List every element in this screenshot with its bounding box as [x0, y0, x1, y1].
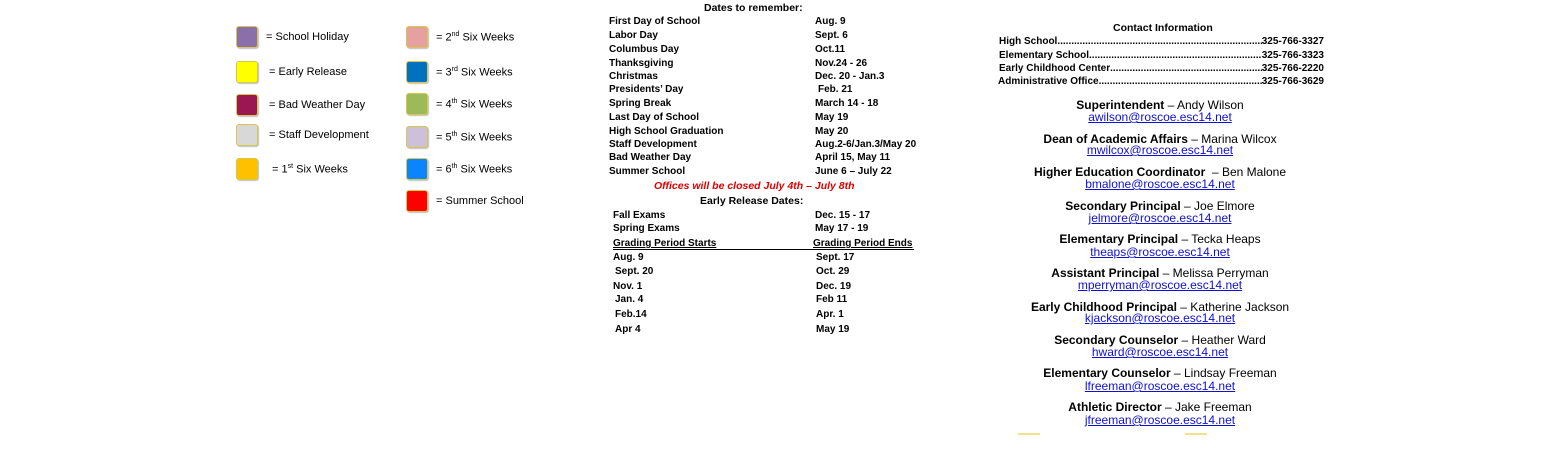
legend-label: = School Holiday [266, 31, 349, 43]
legend-item-first-six-weeks [236, 158, 348, 180]
date-value: May 20 [815, 126, 849, 137]
office-row [999, 63, 1324, 74]
grading-start: Jan. 4 [615, 294, 644, 305]
grading-end: Sept. 17 [816, 252, 855, 263]
second-six-weeks-swatch [406, 26, 428, 48]
email-link[interactable]: hward@roscoe.esc14.net [1091, 345, 1229, 359]
grading-end: Oct. 29 [816, 266, 850, 277]
early-release-date: Dec. 15 - 17 [815, 210, 871, 221]
grading-start: Sept. 20 [615, 266, 654, 277]
email-link[interactable]: mperryman@roscoe.esc14.net [1077, 278, 1243, 292]
email-link[interactable]: jfreeman@roscoe.esc14.net [1084, 413, 1236, 427]
contact-title: Contact Information [1113, 22, 1213, 34]
date-value: June 6 – July 22 [815, 166, 892, 177]
legend-label: = 4th Six Weeks [436, 97, 513, 111]
date-value: Dec. 20 - Jan.3 [815, 71, 885, 82]
grading-end: May 19 [816, 324, 850, 335]
legend-item-second-six-weeks [406, 26, 514, 48]
grading-end: Dec. 19 [816, 281, 852, 292]
first-six-weeks-swatch [236, 158, 258, 180]
sixth-six-weeks-swatch [406, 158, 428, 180]
date-value: March 14 - 18 [815, 98, 879, 109]
school-holiday-swatch [236, 26, 258, 48]
date-value: Sept. 6 [815, 30, 848, 41]
legend-item-school-holiday [236, 26, 349, 48]
date-event: Christmas [609, 71, 658, 82]
staff-higher-ed-coordinator: Higher Education Coordinator – Ben Malone [1033, 165, 1287, 179]
office-phone: 325-766-3629 [1261, 76, 1324, 87]
date-event: Bad Weather Day [609, 152, 692, 163]
early-release-date: May 17 - 19 [815, 223, 869, 234]
grading-starts-header: Grading Period Starts [613, 238, 717, 249]
date-event: Last Day of School [609, 112, 700, 123]
dot-leader [1089, 50, 1262, 61]
legend-item-fifth-six-weeks [406, 126, 512, 148]
legend-item-third-six-weeks [406, 61, 513, 83]
early-release-event: Fall Exams [613, 210, 666, 221]
email-link[interactable]: awilson@roscoe.esc14.net [1088, 110, 1232, 124]
date-value: Aug. 9 [815, 16, 846, 27]
dot-leader [1057, 36, 1261, 47]
legend-label: = 5th Six Weeks [436, 130, 513, 144]
grading-start: Apr 4 [615, 324, 641, 335]
staff-superintendent: Superintendent – Andy Wilson [1076, 98, 1244, 112]
legend-item-sixth-six-weeks [406, 158, 512, 180]
summer-school-swatch [406, 190, 428, 212]
date-value: Aug.2-6/Jan.3/May 20 [815, 139, 917, 150]
dates-title: Dates to remember: [704, 2, 803, 14]
staff-early-childhood-principal: Early Childhood Principal – Katherine Jackson [1030, 300, 1290, 314]
email-link[interactable]: kjackson@roscoe.esc14.net [1084, 311, 1236, 325]
legend-item-staff-development [236, 124, 369, 146]
legend-label: = Summer School [436, 195, 524, 207]
office-row [998, 76, 1324, 87]
early-release-title: Early Release Dates: [700, 195, 804, 207]
date-value: Nov.24 - 26 [815, 58, 868, 69]
legend-item-summer-school [406, 190, 524, 212]
date-event: First Day of School [609, 16, 701, 27]
email-link[interactable]: theaps@roscoe.esc14.net [1090, 245, 1230, 259]
fourth-six-weeks-swatch [406, 93, 428, 115]
date-value: April 15, May 11 [815, 152, 891, 163]
date-event: Presidents’ Day [609, 84, 684, 95]
date-event: Thanksgiving [609, 58, 674, 69]
office-name: High School [999, 36, 1058, 47]
legend-item-bad-weather-day [236, 94, 365, 116]
early-release-event: Spring Exams [613, 223, 680, 234]
email-link[interactable]: bmalone@roscoe.esc14.net [1085, 177, 1235, 191]
legend-label: = 1st Six Weeks [272, 162, 348, 176]
legend-label: = 6th Six Weeks [436, 162, 513, 176]
legend-item-fourth-six-weeks [406, 93, 512, 115]
office-row [999, 36, 1324, 47]
email-link[interactable]: lfreeman@roscoe.esc14.net [1084, 379, 1236, 393]
office-phone: 325-766-3327 [1261, 36, 1324, 47]
dot-leader [1099, 76, 1262, 87]
date-event: Spring Break [609, 98, 672, 109]
email-link[interactable]: mwilcox@roscoe.esc14.net [1086, 143, 1234, 157]
office-phone: 325-766-3323 [1261, 50, 1324, 61]
fifth-six-weeks-swatch [406, 126, 428, 148]
date-event: Columbus Day [609, 44, 680, 55]
staff-secondary-principal: Secondary Principal – Joe Elmore [1065, 199, 1255, 213]
early-release-swatch [236, 61, 258, 83]
date-event: Labor Day [609, 30, 658, 41]
offices-closed-notice: Offices will be closed July 4th – July 8th [654, 180, 855, 192]
staff-elementary-principal: Elementary Principal – Tecka Heaps [1059, 232, 1261, 246]
grading-start: Feb.14 [615, 309, 647, 320]
office-phone: 325-766-2220 [1261, 63, 1324, 74]
legend-label: = 3rd Six Weeks [436, 65, 513, 79]
legend-label: = Staff Development [269, 129, 369, 141]
staff-development-swatch [236, 124, 258, 146]
legend-label: = 2nd Six Weeks [436, 30, 515, 44]
grading-ends-header: Grading Period Ends [813, 238, 913, 249]
staff-secondary-counselor: Secondary Counselor – Heather Ward [1054, 333, 1266, 347]
grading-end: Apr. 1 [816, 309, 844, 320]
email-link[interactable]: jelmore@roscoe.esc14.net [1088, 211, 1232, 225]
grading-end: Feb 11 [816, 294, 848, 305]
third-six-weeks-swatch [406, 61, 428, 83]
legend-label: = Early Release [269, 66, 347, 78]
grading-start: Nov. 1 [613, 281, 643, 292]
legend-item-early-release [236, 61, 347, 83]
staff-dean: Dean of Academic Affairs – Marina Wilcox [1043, 132, 1277, 146]
decorative-dash [1018, 433, 1040, 435]
office-row [999, 50, 1324, 61]
office-name: Administrative Office [998, 76, 1099, 87]
staff-athletic-director: Athletic Director – Jake Freeman [1068, 400, 1252, 414]
office-name: Early Childhood Center [999, 63, 1111, 74]
date-event: Staff Development [609, 139, 697, 150]
date-event: Summer School [609, 166, 686, 177]
staff-assistant-principal: Assistant Principal – Melissa Perryman [1051, 266, 1269, 280]
bad-weather-day-swatch [236, 94, 258, 116]
decorative-dash [1185, 433, 1207, 435]
date-value: Feb. 21 [818, 84, 853, 95]
date-event: High School Graduation [609, 126, 724, 137]
grading-divider [613, 249, 914, 250]
legend-label: = Bad Weather Day [269, 99, 366, 111]
staff-elementary-counselor: Elementary Counselor – Lindsay Freeman [1043, 366, 1277, 380]
grading-start: Aug. 9 [613, 252, 644, 263]
dot-leader [1110, 63, 1262, 74]
date-value: May 19 [815, 112, 849, 123]
date-value: Oct.11 [815, 44, 846, 55]
office-name: Elementary School [999, 50, 1090, 61]
